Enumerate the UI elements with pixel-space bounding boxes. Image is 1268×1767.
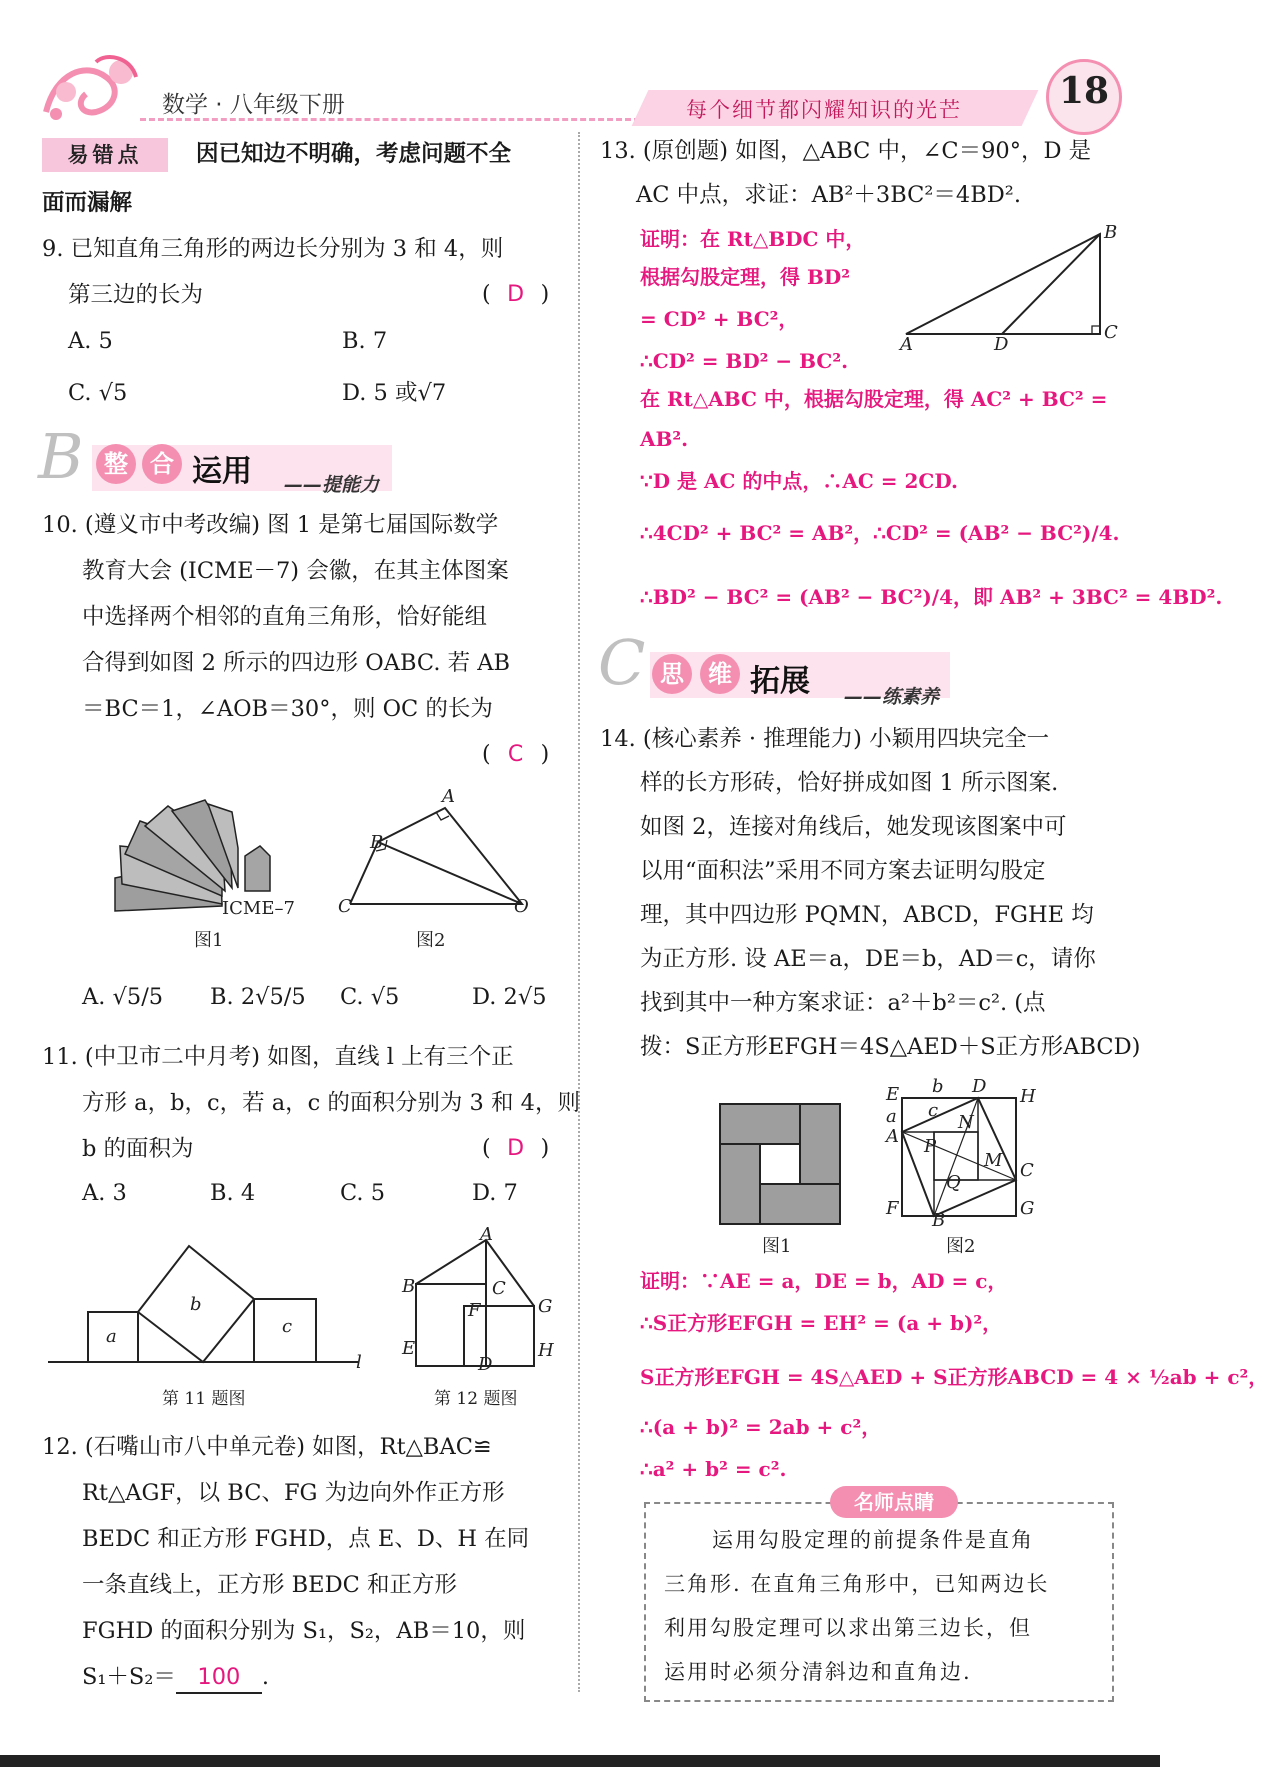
q10-stem-3: 中选择两个相邻的直角三角形，恰好能组 [82, 604, 488, 630]
q12-label-e: E [402, 1338, 416, 1359]
q13-proof-3: = CD² + BC²， [640, 307, 799, 331]
footer-bar [0, 1755, 1160, 1767]
q11-option-b: B. 4 [210, 1180, 256, 1206]
q9-answer: D [507, 282, 525, 307]
q14-stem-8: 拨：S正方形EFGH＝4S△AED＋S正方形ABCD) [640, 1034, 1141, 1060]
q12-fig-caption: 第 12 题图 [434, 1389, 518, 1409]
q13-label-d: D [994, 334, 1009, 355]
q10-fig2-caption: 图2 [416, 930, 446, 951]
q14-label-q: Q [946, 1172, 961, 1193]
q9-option-c: C. √5 [68, 380, 128, 406]
q10-stem-4: 合得到如图 2 所示的四边形 OABC. 若 AB [82, 650, 511, 676]
q12-label-a: A [480, 1224, 493, 1245]
section-b-ball-2: 合 [142, 444, 182, 484]
q14-stem-7: 找到其中一种方案求证：a²＋b²＝c². (点 [640, 990, 1046, 1016]
q14-proof-2: ∴S正方形EFGH = EH² = (a + b)²， [640, 1311, 1003, 1335]
q14-label-n: N [958, 1112, 974, 1133]
q11-answer-bracket: ( D ) [482, 1134, 549, 1164]
q14-label-a-len: a [886, 1106, 897, 1127]
q12-stem-6: S₁＋S₂＝ 100 . [82, 1662, 269, 1694]
q14-label-f: F [886, 1198, 899, 1219]
tip-line-3: 利用勾股定理可以求出第三边长，但 [664, 1616, 1032, 1640]
section-b-subtitle: ——提能力 [284, 474, 380, 496]
q11-option-a: A. 3 [82, 1180, 127, 1206]
q14-label-p: P [924, 1136, 937, 1157]
q9-answer-bracket: ( D ) [482, 280, 549, 310]
q12-label-d: D [478, 1354, 493, 1375]
q12-label-h: H [538, 1340, 554, 1361]
section-b-letter: B [38, 420, 84, 493]
tip-line-4: 运用时必须分清斜边和直角边. [664, 1660, 972, 1684]
q11-label-b: b [190, 1294, 202, 1315]
q11-stem-3: b 的面积为 [82, 1136, 194, 1162]
q14-label-h: H [1020, 1086, 1036, 1107]
q11-stem-2: 方形 a，b，c，若 a，c 的面积分别为 3 和 4，则 [82, 1090, 580, 1116]
q10-stem-1: 10. (遵义市中考改编) 图 1 是第七届国际数学 [42, 512, 499, 538]
q13-proof-9: ∴BD² − BC² = (AB² − BC²)/4，即 AB² + 3BC² = 4BD². [640, 585, 1223, 609]
q10-answer-bracket: ( C ) [482, 740, 549, 770]
q12-label-c: C [492, 1278, 506, 1299]
q9-stem-1: 9. 已知直角三角形的两边长分别为 3 和 4，则 [42, 236, 504, 262]
floral-logo-icon [36, 52, 146, 126]
q13-label-b: B [1104, 222, 1118, 243]
q14-label-d: D [972, 1076, 987, 1097]
q13-label-a: A [900, 334, 913, 355]
q11-figure [48, 1242, 358, 1368]
q14-label-c-len: c [928, 1100, 939, 1121]
q10-option-c: C. √5 [340, 984, 400, 1010]
section-c-letter: C [598, 626, 646, 699]
q14-label-a: A [886, 1126, 899, 1147]
q10-fig1-caption: 图1 [194, 930, 224, 951]
q10-icme-label: ICME–7 [222, 898, 295, 919]
q11-label-l: l [356, 1352, 362, 1373]
q13-proof-7: ∵D 是 AC 的中点，∴AC = 2CD. [640, 469, 958, 493]
q11-stem-1: 11. (中卫市二中月考) 如图，直线 l 上有三个正 [42, 1044, 514, 1070]
q13-stem-1: 13. (原创题) 如图，△ABC 中，∠C＝90°，D 是 [600, 138, 1092, 164]
q14-label-b-len: b [932, 1076, 944, 1097]
q13-proof-4: ∴CD² = BD² − BC². [640, 349, 849, 373]
error-prone-text-2: 面而漏解 [42, 190, 133, 216]
q14-stem-5: 理，其中四边形 PQMN，ABCD，FGHE 均 [640, 902, 1094, 928]
q11-option-d: D. 7 [472, 1180, 518, 1206]
tip-line-2: 三角形. 在直角三角形中，已知两边长 [664, 1572, 1050, 1596]
q10-option-a: A. √5/5 [82, 984, 164, 1010]
q14-stem-2: 样的长方形砖，恰好拼成如图 1 所示图案. [640, 770, 1059, 796]
slogan: 每个细节都闪耀知识的光芒 [686, 98, 962, 122]
q9-option-b: B. 7 [342, 328, 388, 354]
error-prone-text-1: 因已知边不明确，考虑问题不全 [196, 141, 512, 167]
q12-label-g: G [538, 1296, 553, 1317]
q14-fig2-caption: 图2 [946, 1236, 976, 1257]
q11-answer: D [507, 1136, 525, 1161]
q10-answer: C [507, 742, 524, 767]
q10-stem-2: 教育大会 (ICME－7) 会徽，在其主体图案 [82, 558, 509, 584]
q12-label-b: B [402, 1276, 416, 1297]
q14-label-b: B [932, 1210, 946, 1231]
q12-stem-4: 一条直线上，正方形 BEDC 和正方形 [82, 1572, 458, 1598]
q14-stem-6: 为正方形. 设 AE＝a，DE＝b，AD＝c，请你 [640, 946, 1096, 972]
error-prone-tag: 易错点 [42, 138, 168, 172]
q12-stem-5: FGHD 的面积分别为 S₁，S₂，AB＝10，则 [82, 1618, 526, 1644]
q14-proof-3: S正方形EFGH = 4S△AED + S正方形ABCD = 4 × ½ab + c²， [640, 1365, 1268, 1389]
q9-stem-2: 第三边的长为 [68, 282, 204, 308]
section-c-ball-2: 维 [700, 654, 740, 694]
tip-line-1: 运用勾股定理的前提条件是直角 [712, 1528, 1034, 1552]
section-b-ball-1: 整 [96, 444, 136, 484]
q11-label-a: a [106, 1326, 117, 1347]
q12-stem-1: 12. (石嘴山市八中单元卷) 如图，Rt△BAC≌ [42, 1434, 492, 1460]
q10-point-o: O [514, 896, 529, 917]
q11-fig-caption: 第 11 题图 [162, 1389, 246, 1409]
q10-point-a: A [442, 786, 455, 807]
q14-stem-3: 如图 2，连接对角线后，她发现该图案中可 [640, 814, 1067, 840]
q10-point-c: C [338, 896, 352, 917]
tip-header: 名师点睛 [830, 1486, 958, 1518]
q10-option-b: B. 2√5/5 [210, 984, 306, 1010]
q9-option-a: A. 5 [68, 328, 113, 354]
q9-option-d: D. 5 或√7 [342, 380, 447, 406]
q12-answer: 100 [176, 1662, 262, 1694]
section-c-title: 拓展 [750, 664, 810, 699]
q13-proof-2: 根据勾股定理，得 BD² [640, 265, 850, 289]
q14-fig1-caption: 图1 [762, 1236, 792, 1257]
q10-option-d: D. 2√5 [472, 984, 547, 1010]
q13-figure [906, 232, 1106, 336]
q11-option-c: C. 5 [340, 1180, 386, 1206]
q12-figure [416, 1240, 546, 1370]
q13-label-c: C [1104, 322, 1118, 343]
q10-point-b: B [370, 832, 384, 853]
q14-label-m: M [984, 1150, 1003, 1171]
q14-stem-1: 14. (核心素养 · 推理能力) 小颖用四块完全一 [600, 726, 1050, 752]
page-number: 18 [1058, 70, 1110, 112]
q13-proof-1: 证明：在 Rt△BDC 中， [640, 227, 866, 251]
header-dashed-line [140, 118, 640, 121]
q12-stem-3: BEDC 和正方形 FGHD，点 E、D、H 在同 [82, 1526, 530, 1552]
q13-proof-6: AB². [640, 427, 689, 451]
q13-stem-2: AC 中点，求证：AB²＋3BC²＝4BD². [636, 182, 1021, 208]
q14-stem-4: 以用“面积法”采用不同方案去证明勾股定 [640, 858, 1046, 884]
section-b-title: 运用 [192, 454, 252, 489]
book-title: 数学 · 八年级下册 [162, 92, 345, 118]
q12-sum-label: S₁＋S₂＝ [82, 1664, 176, 1690]
q14-proof-4: ∴(a + b)² = 2ab + c²， [640, 1415, 882, 1439]
section-c-subtitle: ——练素养 [844, 686, 940, 708]
q14-proof-1: 证明：∵AE = a，DE = b，AD = c， [640, 1269, 1008, 1293]
q14-label-e: E [886, 1084, 900, 1105]
q12-label-f: F [468, 1300, 481, 1321]
q13-proof-8: ∴4CD² + BC² = AB²，∴CD² = (AB² − BC²)/4. [640, 521, 1120, 545]
q13-proof-5: 在 Rt△ABC 中，根据勾股定理，得 AC² + BC² = [640, 387, 1108, 411]
q14-proof-5: ∴a² + b² = c². [640, 1457, 787, 1481]
q14-label-g: G [1020, 1198, 1035, 1219]
q11-label-c: c [282, 1316, 293, 1337]
q14-figure-1 [718, 1102, 842, 1226]
q10-stem-5: ＝BC＝1，∠AOB＝30°，则 OC 的长为 [82, 696, 493, 722]
section-c-ball-1: 思 [652, 654, 692, 694]
q12-stem-2: Rt△AGF，以 BC、FG 为边向外作正方形 [82, 1480, 505, 1506]
column-divider [578, 132, 580, 1692]
q14-label-c: C [1020, 1160, 1034, 1181]
